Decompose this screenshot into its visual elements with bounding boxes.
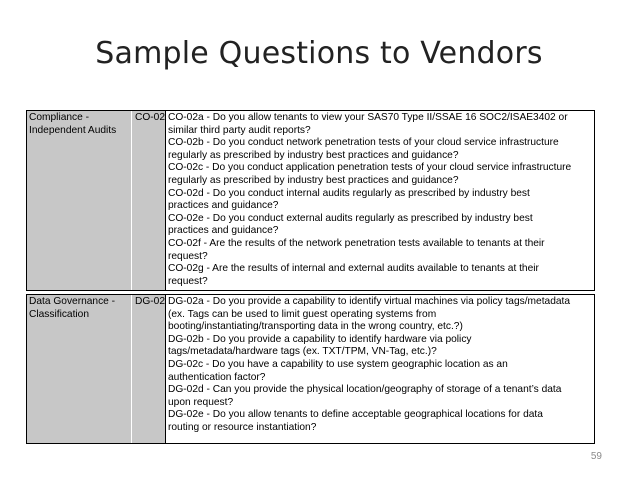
question-line: CO-02b - Do you conduct network penetration tests of your cloud service infrastructure (168, 137, 559, 149)
page-number: 59 (590, 451, 602, 462)
question-line: similar third party audit reports? (168, 124, 311, 136)
question-line: CO-02c - Do you conduct application penetration tests of your cloud service infrastructure (168, 162, 572, 174)
question-line: practices and guidance? (168, 200, 279, 212)
question-line: DG-02b - Do you provide a capability to identify hardware via policy (168, 333, 472, 345)
question-line: CO-02g - Are the results of internal and external audits available to tenants at their (168, 263, 539, 275)
table-row-data-governance (26, 294, 595, 444)
question-line: CO-02a - Do you allow tenants to view your SAS70 Type II/SSAE 16 SOC2/ISAE3402 or (168, 112, 568, 123)
question-line: authentication factor? (168, 371, 266, 383)
question-line: request? (168, 275, 208, 287)
code-cell: DG-02 (131, 295, 165, 443)
question-line: CO-02d - Do you conduct internal audits regularly as prescribed by industry best (168, 187, 530, 199)
slide-title: Sample Questions to Vendors (95, 36, 543, 71)
question-line: routing or resource instantiation? (168, 421, 317, 433)
question-line: DG-02c - Do you have a capability to use system geographic location as an (168, 358, 508, 370)
category-cell (27, 295, 131, 443)
question-line: request? (168, 250, 208, 262)
category-line: Classification (29, 308, 90, 320)
category-cell (27, 111, 131, 290)
question-line: CO-02f - Are the results of the network penetration tests available to tenants at their (168, 237, 545, 249)
category-line: Compliance - (29, 112, 90, 123)
question-line: DG-02d - Can you provide the physical location/geography of storage of a tenant’s data (168, 384, 562, 396)
question-line: regularly as prescribed by industry best practices and guidance? (168, 174, 459, 186)
question-line: practices and guidance? (168, 225, 279, 237)
question-line: DG-02a - Do you provide a capability to identify virtual machines via policy tags/metadata (168, 296, 571, 307)
category-line: Independent Audits (29, 124, 117, 136)
questions-table (26, 110, 595, 444)
question-line: regularly as prescribed by industry best practices and guidance? (168, 149, 459, 161)
code-cell: CO-02 (131, 111, 165, 290)
question-line: upon request? (168, 396, 234, 408)
questions-cell (165, 111, 594, 290)
question-line: (ex. Tags can be used to limit guest operating systems from (168, 308, 437, 320)
question-line: CO-02e - Do you conduct external audits regularly as prescribed by industry best (168, 212, 533, 224)
question-line: tags/metadata/hardware tags (ex. TXT/TPM, VN-Tag, etc.)? (168, 346, 437, 358)
question-line: booting/instantiating/transporting data in the wrong country, etc.?) (168, 321, 463, 333)
question-line: DG-02e - Do you allow tenants to define acceptable geographical locations for data (168, 409, 543, 421)
category-line: Data Governance - (29, 296, 116, 307)
table-row-compliance (26, 110, 595, 291)
questions-cell (165, 295, 594, 443)
